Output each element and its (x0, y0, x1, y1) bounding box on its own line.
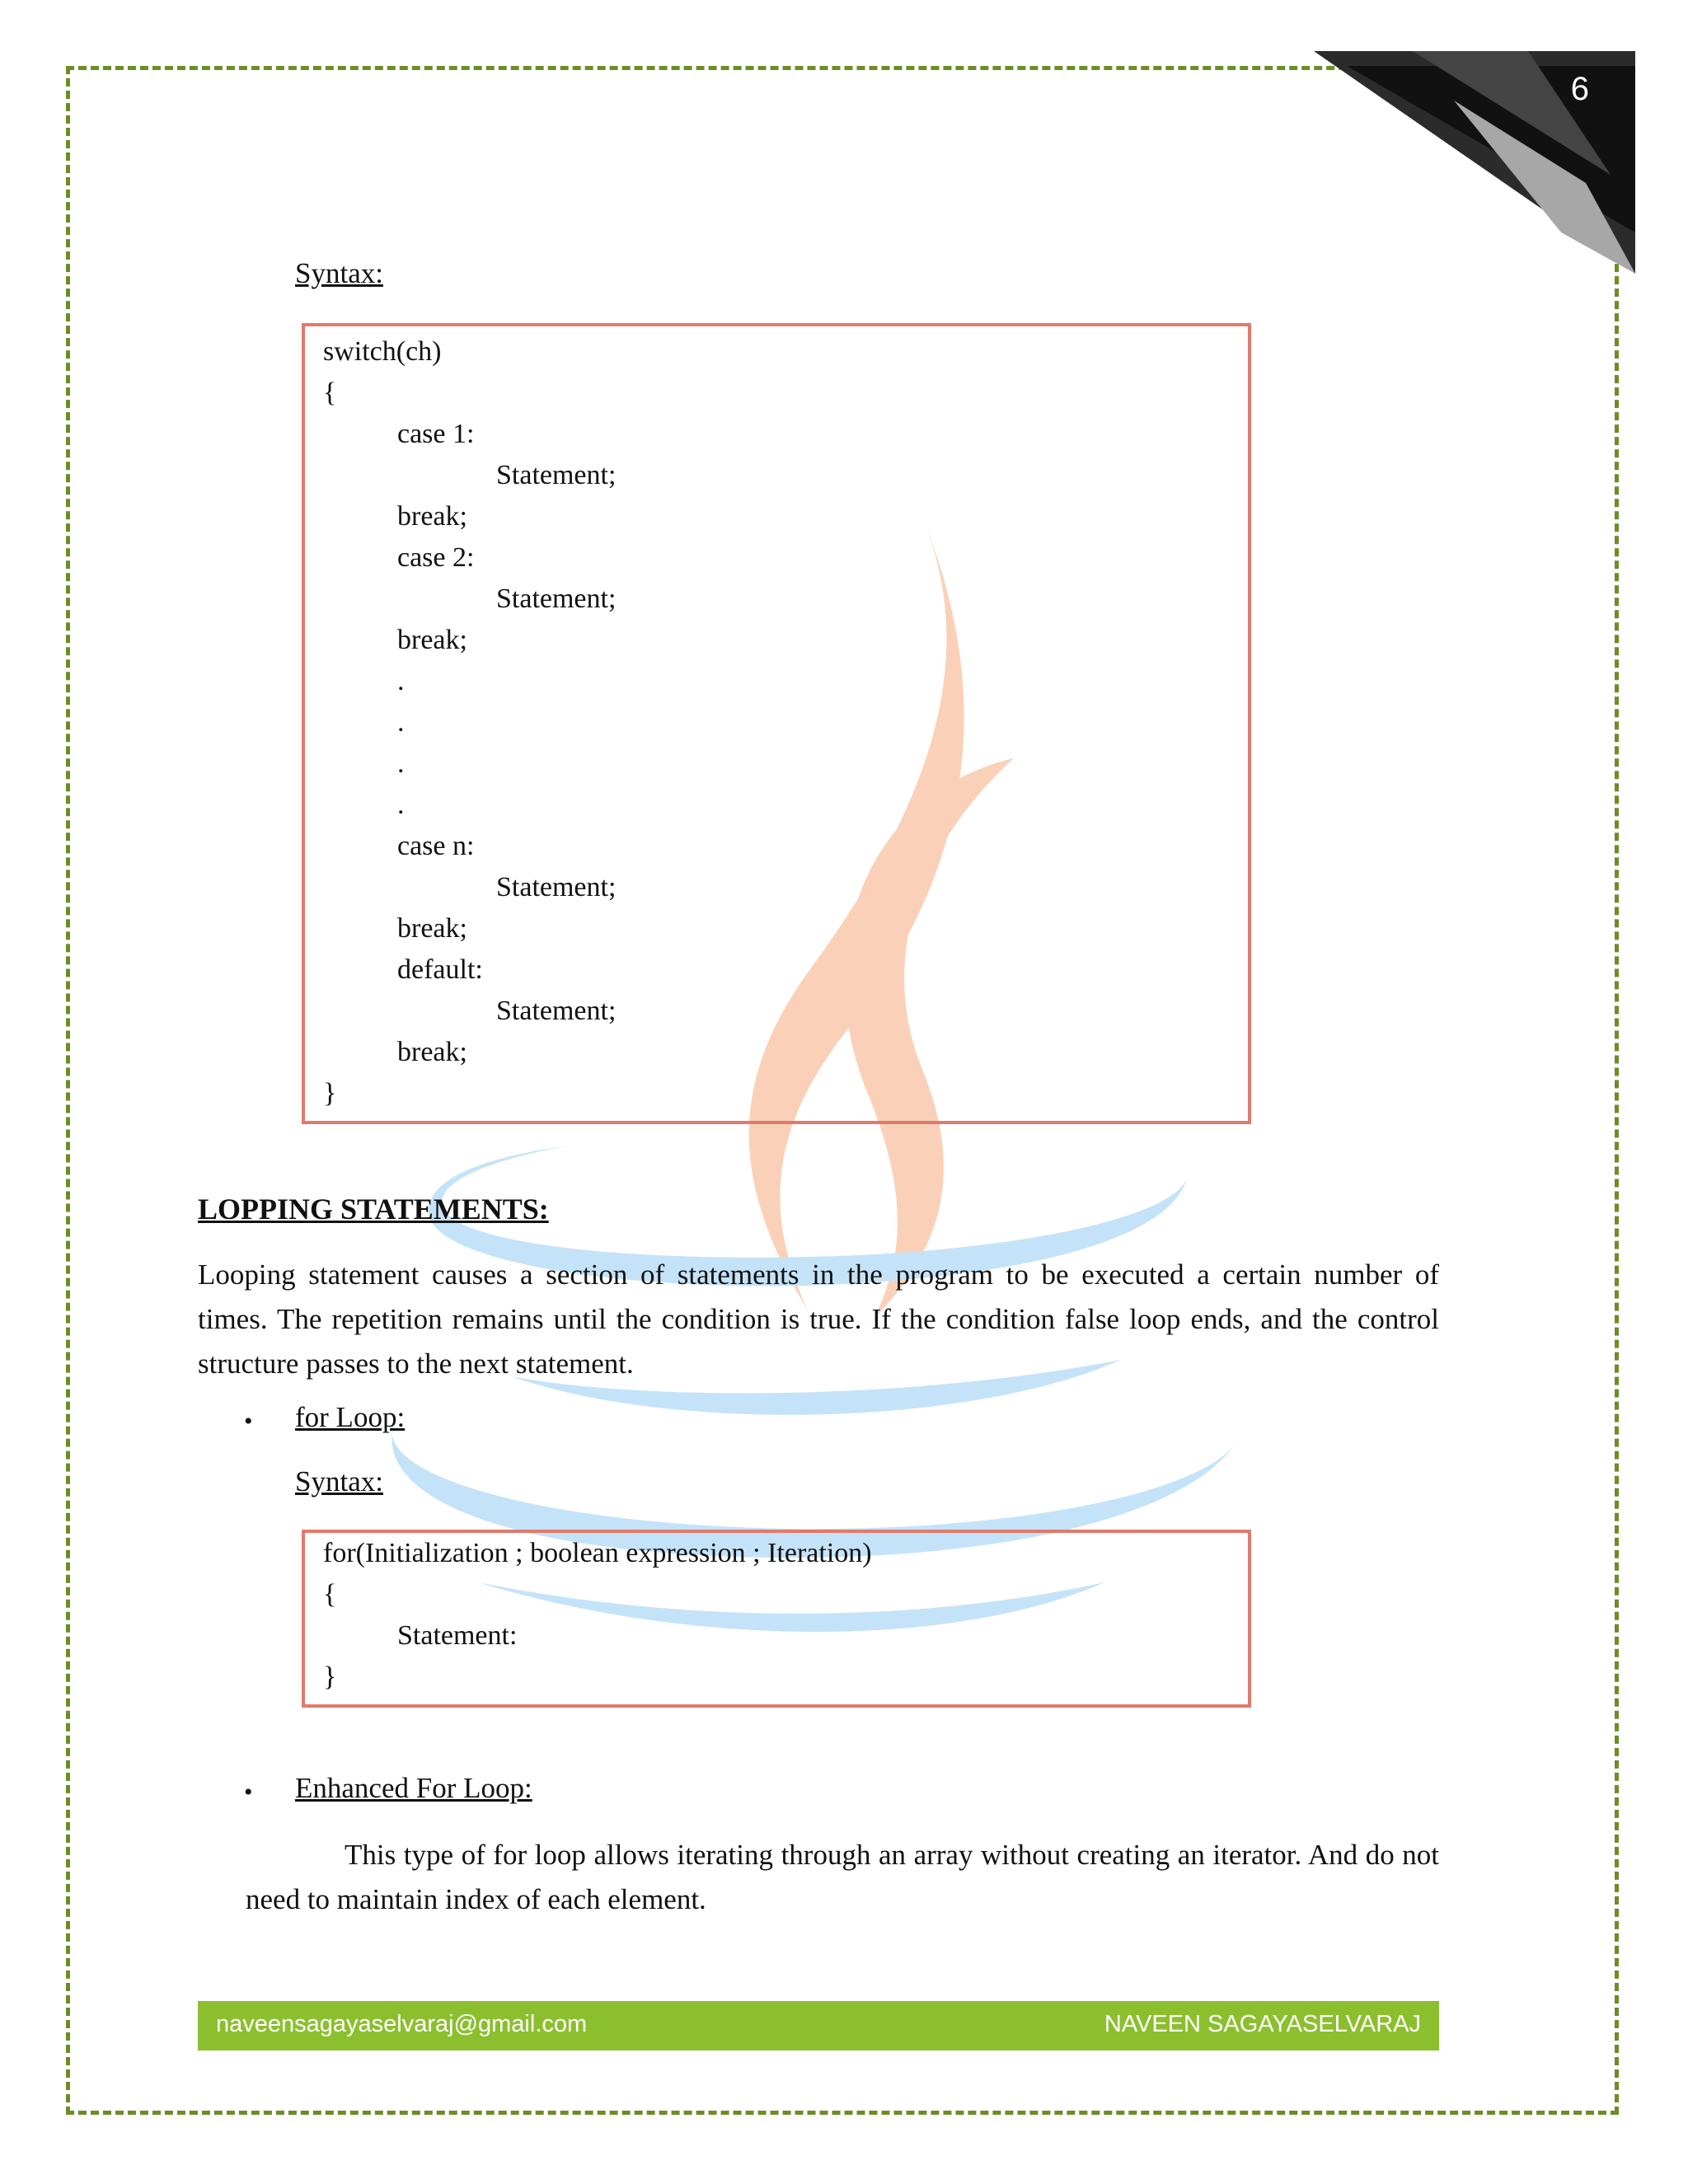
code-line: case n: (397, 831, 475, 861)
code-line: . (397, 666, 405, 696)
for-loop-title: for Loop: (295, 1401, 406, 1433)
code-line: Statement; (496, 583, 617, 614)
switch-code-box (302, 323, 1251, 1124)
paragraph-line: Looping statement causes a section of statements in the program to be executed a certain number of (198, 1258, 1439, 1291)
paragraph-line: times. The repetition remains until the condition is true. If the condition false loop ends, and the control (198, 1303, 1439, 1335)
footer-email: naveensagayaselvaraj@gmail.com (216, 2011, 588, 2037)
code-line: } (323, 1078, 337, 1108)
paragraph-line: need to maintain index of each element. (246, 1883, 706, 1915)
code-line: } (323, 1661, 337, 1692)
code-line: default: (397, 954, 483, 985)
bullet-icon: • (244, 1779, 253, 1806)
paragraph-line: structure passes to the next statement. (198, 1347, 634, 1380)
code-line: Statement; (496, 872, 617, 902)
code-line: break; (397, 625, 467, 655)
code-line: break; (397, 1037, 467, 1067)
code-line: case 2: (397, 542, 475, 573)
code-line: switch(ch) (323, 336, 442, 367)
code-line: { (323, 1579, 337, 1610)
code-line: Statement; (496, 460, 617, 490)
code-line: Statement: (397, 1620, 518, 1651)
code-line: for(Initialization ; boolean expression ; Iteration) (323, 1538, 872, 1568)
footer-bar (198, 2001, 1439, 2050)
code-line: break; (397, 913, 467, 944)
looping-paragraph (198, 1253, 1439, 1386)
code-line: . (397, 748, 405, 779)
switch-syntax-label: Syntax: (295, 257, 383, 289)
code-line: . (397, 790, 405, 820)
section-heading: LOPPING STATEMENTS: (198, 1193, 549, 1226)
footer-author: NAVEEN SAGAYASELVARAJ (1104, 2011, 1421, 2037)
page-number: 6 (1570, 71, 1589, 107)
bullet-icon: • (244, 1408, 253, 1435)
code-line: break; (397, 501, 467, 532)
for-code-box (302, 1530, 1251, 1708)
paragraph-line: This type of for loop allows iterating through an array without creating an iterator. And do not (345, 1839, 1439, 1871)
code-line: case 1: (397, 419, 475, 449)
enhanced-for-paragraph (246, 1833, 1439, 1922)
for-syntax-label: Syntax: (295, 1465, 383, 1497)
enhanced-for-title: Enhanced For Loop: (295, 1772, 532, 1804)
code-line: Statement; (496, 996, 617, 1026)
code-line: { (323, 377, 337, 408)
code-line: . (397, 707, 405, 738)
